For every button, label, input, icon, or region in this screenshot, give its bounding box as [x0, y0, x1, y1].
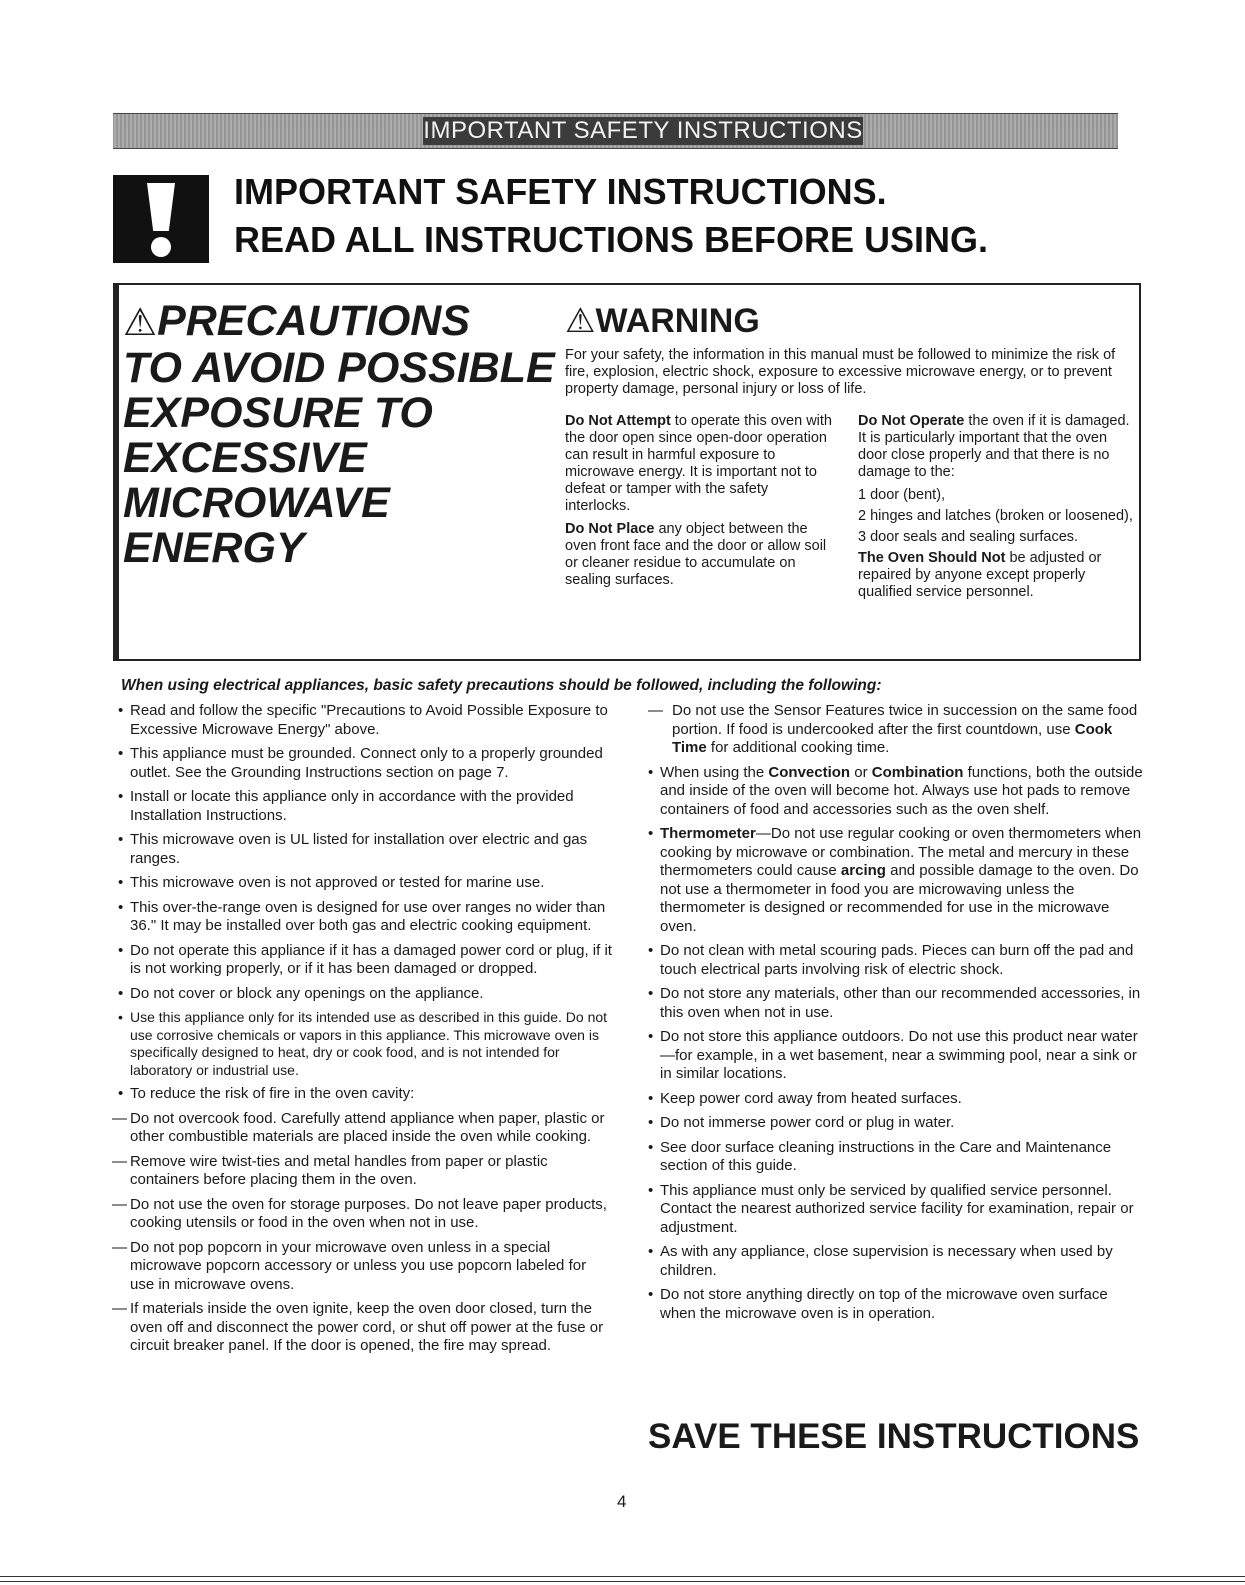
- list-item: • This appliance must be grounded. Connect only to a properly grounded outlet. See the Grounding Instructions section on page 7.: [118, 745, 603, 781]
- should-not-adjust-paragraph: The Oven Should Not be adjusted or repaired by anyone except properly qualified service personnel.: [858, 550, 1102, 600]
- list-subitem: — Do not use the Sensor Features twice in succession on the same food portion. If food is undercooked after the first countdown, use Cook Time for additional cooking time.: [648, 702, 1138, 756]
- list-item: • Thermometer—Do not use regular cooking or oven thermometers when cooking by microwave or combination. The metal and mercury in these thermometers could cause arcing and possible damage to the oven. Do not use a thermometer in food you are microwaving unless the thermometer is designed or recommended for use in the microwave oven.: [648, 825, 1142, 935]
- list-item: • See door surface cleaning instructions in the Care and Maintenance section of this guide.: [648, 1138, 1112, 1174]
- list-item: • Keep power cord away from heated surfaces.: [648, 1089, 962, 1107]
- warning-column-left: [565, 413, 835, 595]
- precautions-frame: [113, 283, 1141, 661]
- list-item: • Do not store anything directly on top of the microwave oven surface when the microwave oven is in operation.: [648, 1286, 1108, 1322]
- list-item: • Do not immerse power cord or plug in water.: [648, 1114, 955, 1131]
- list-item: • Do not store any materials, other than our recommended accessories, in this oven when not in use.: [648, 985, 1141, 1021]
- page-number: 4: [617, 1492, 627, 1511]
- list-subitem: — Do not use the oven for storage purposes. Do not leave paper products, cooking utensils or food in the oven when not in use.: [112, 1195, 607, 1231]
- warning-intro: For your safety, the information in this manual must be followed to minimize the risk of fire, explosion, electric shock, exposure to excessive microwave energy, or to prevent property damage, personal injury or loss of life.: [565, 347, 1116, 397]
- damage-item-1: 1 door (bent),: [858, 487, 946, 503]
- warning-title: ⚠WARNING: [565, 302, 760, 340]
- headline-line-1: IMPORTANT SAFETY INSTRUCTIONS.: [234, 171, 887, 212]
- list-subitem: — Do not overcook food. Carefully attend appliance when paper, plastic or other combustible materials are placed inside the oven while cooking.: [112, 1109, 605, 1145]
- banner-label: IMPORTANT SAFETY INSTRUCTIONS: [423, 117, 863, 144]
- precautions-line-1: PRECAUTIONS: [157, 297, 471, 345]
- list-item: • Do not clean with metal scouring pads. Pieces can burn off the pad and touch electrical parts involving risk of electric shock.: [648, 942, 1134, 978]
- precautions-line-5: ENERGY: [123, 524, 305, 572]
- left-instruction-list: [112, 702, 613, 1362]
- precautions-line-3: EXPOSURE TO: [123, 389, 433, 437]
- precautions-line-2: TO AVOID POSSIBLE: [123, 344, 555, 392]
- list-item: • As with any appliance, close supervision is necessary when used by children.: [648, 1243, 1113, 1279]
- section-banner: [113, 113, 1118, 149]
- damage-item-3: 3 door seals and sealing surfaces.: [858, 529, 1079, 545]
- precautions-line-4: EXCESSIVE MICROWAVE: [123, 434, 390, 527]
- list-item: • Do not operate this appliance if it has a damaged power cord or plug, if it is not working properly, or if it has been damaged or dropped.: [118, 941, 612, 977]
- list-subitem: — Remove wire twist-ties and metal handles from paper or plastic containers before placing them in the oven.: [112, 1152, 548, 1188]
- bottom-divider: [0, 1576, 1245, 1582]
- list-subitem: — Do not pop popcorn in your microwave oven unless in a special microwave popcorn accessory or unless you use popcorn labeled for use in microwave ovens.: [112, 1238, 587, 1293]
- right-instruction-list: [648, 702, 1143, 1329]
- damage-item-2: 2 hinges and latches (broken or loosened),: [858, 508, 1133, 524]
- do-not-operate-paragraph: Do Not Operate the oven if it is damaged. It is particularly important that the oven door close properly and that there is no damage to the:: [858, 413, 1130, 480]
- exclamation-icon: [113, 175, 209, 263]
- list-item: • Do not cover or block any openings on the appliance.: [118, 984, 484, 1002]
- warning-triangle-icon: ⚠: [565, 302, 596, 340]
- headline-line-2: READ ALL INSTRUCTIONS BEFORE USING.: [234, 219, 989, 260]
- warning-triangle-icon: ⚠: [123, 302, 158, 344]
- list-item: • To reduce the risk of fire in the oven cavity:: [118, 1085, 415, 1102]
- basic-precautions-heading: When using electrical appliances, basic safety precautions should be followed, including the following:: [121, 677, 882, 694]
- warning-column-right: [858, 413, 1136, 607]
- save-instructions-heading: SAVE THESE INSTRUCTIONS: [648, 1417, 1140, 1456]
- list-item: • This microwave oven is UL listed for installation over electric and gas ranges.: [118, 831, 588, 867]
- list-item: • This over-the-range oven is designed for use over ranges no wider than 36." It may be installed over both gas and electric cooking equipment.: [118, 898, 606, 934]
- do-not-attempt-paragraph: Do Not Attempt to operate this oven with the door open since open-door operation can result in harmful exposure to microwave energy. It is important not to defeat or tamper with the safety interlocks.: [565, 413, 832, 514]
- page-headline: [234, 168, 988, 264]
- list-item: • When using the Convection or Combination functions, both the outside and inside of the oven will become hot. Always use hot pads to remove containers of food and accessories such as the oven shelf.: [648, 763, 1143, 818]
- list-item: • This microwave oven is not approved or tested for marine use.: [118, 874, 545, 891]
- list-item: • Install or locate this appliance only in accordance with the provided Installation Instructions.: [118, 788, 574, 824]
- list-item: • Use this appliance only for its intended use as described in this guide. Do not use corrosive chemicals or vapors in this appliance. This microwave oven is specifically designed to heat, dry or cook food, and is not intended for laboratory or industrial use.: [118, 1009, 608, 1078]
- list-item: • This appliance must only be serviced by qualified service personnel. Contact the nearest authorized service facility for examination, repair or adjustment.: [648, 1181, 1134, 1236]
- list-item: • Read and follow the specific "Precautions to Avoid Possible Exposure to Excessive Microwave Energy" above.: [118, 702, 608, 738]
- list-item: • Do not store this appliance outdoors. Do not use this product near water—for example, in a wet basement, near a swimming pool, near a sink or in similar locations.: [648, 1028, 1138, 1082]
- list-subitem: — If materials inside the oven ignite, keep the oven door closed, turn the oven off and disconnect the power cord, or shut off power at the fuse or circuit breaker panel. If the door is opened, the fire may spread.: [112, 1300, 604, 1354]
- do-not-place-paragraph: Do Not Place any object between the oven front face and the door or allow soil or cleaner residue to accumulate on sealing surfaces.: [565, 521, 827, 588]
- precautions-heading: [123, 299, 563, 571]
